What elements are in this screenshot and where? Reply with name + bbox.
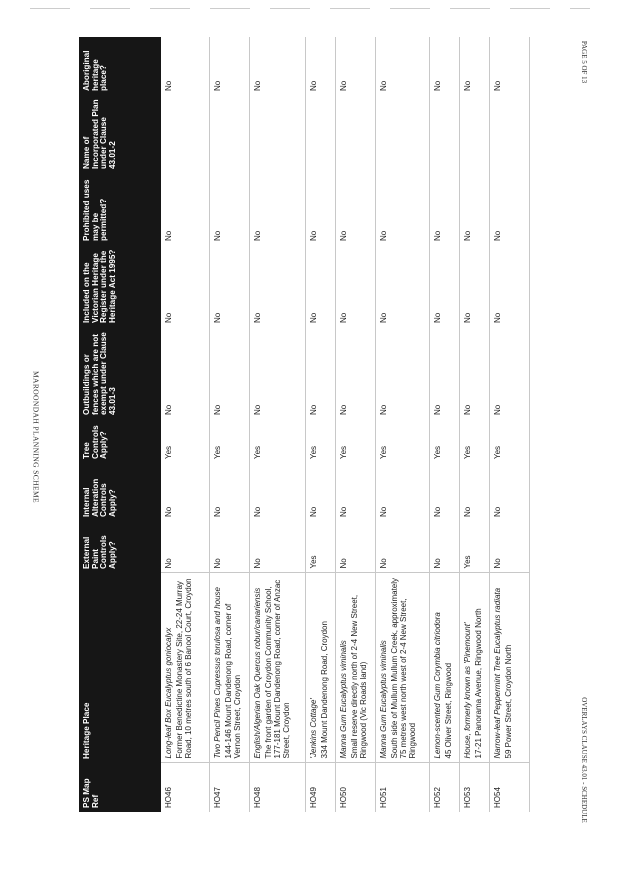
cell-incorporated-plan <box>335 95 375 173</box>
cell-victorian-heritage-register: No <box>335 245 375 327</box>
col-header-outbuildings: Outbuildings or fences which are not exempt under Clause 43.01-3 <box>79 327 161 419</box>
cell-outbuildings: No <box>459 327 489 419</box>
cell-outbuildings: No <box>489 327 529 419</box>
cell-external-paint: No <box>489 521 529 573</box>
cell-incorporated-plan <box>489 95 529 173</box>
cell-heritage-place <box>335 573 375 763</box>
heritage-place-address: Small reserve directly north of 2-4 New Street, Ringwood (Vic Roads land) <box>349 594 368 759</box>
cell-aboriginal-heritage: No <box>249 37 305 95</box>
cell-tree-controls: Yes <box>429 419 459 463</box>
heritage-place-name: Lemon-scented Gum Corymbia citriodora <box>432 612 442 759</box>
cell-tree-controls: Yes <box>489 419 529 463</box>
table-row <box>429 37 459 812</box>
cell-victorian-heritage-register: No <box>429 245 459 327</box>
cell-prohibited-uses: No <box>161 173 209 245</box>
cell-internal-alteration: No <box>375 463 429 521</box>
cell-tree-controls: Yes <box>209 419 249 463</box>
cell-heritage-place <box>429 573 459 763</box>
heritage-schedule-table <box>79 37 539 812</box>
cell-external-paint: Yes <box>305 521 335 573</box>
cell-victorian-heritage-register: No <box>249 245 305 327</box>
cell-aboriginal-heritage: No <box>161 37 209 95</box>
cell-aboriginal-heritage: No <box>335 37 375 95</box>
cell-prohibited-uses: No <box>429 173 459 245</box>
cell-ref: HO48 <box>249 763 305 812</box>
heritage-place-address: Former Benedictine Monastery Site, 22-24 Murray Road, 10 metres south of 6 Banool Court, Croydon <box>175 578 194 759</box>
heritage-place-name: Two Pencil Pines Cupressus torulosa and house <box>212 587 222 759</box>
cell-internal-alteration: No <box>209 463 249 521</box>
cell-ref: HO49 <box>305 763 335 812</box>
cell-aboriginal-heritage: No <box>489 37 529 95</box>
heritage-place-address: 334 Mount Dandenong Road, Croydon <box>319 621 329 759</box>
cell-internal-alteration: No <box>335 463 375 521</box>
cell-ref: HO51 <box>375 763 429 812</box>
cell-prohibited-uses: No <box>335 173 375 245</box>
cell-external-paint: No <box>161 521 209 573</box>
cell-victorian-heritage-register: No <box>459 245 489 327</box>
heritage-place-name: Manna Gum Eucalyptus viminalis <box>338 640 348 759</box>
heritage-place-address: 59 Power Street, Croydon North <box>503 644 513 759</box>
table-row <box>209 37 249 812</box>
col-header-plan: Name of Incorporated Plan under Clause 43.01-2 <box>79 95 161 173</box>
cell-victorian-heritage-register: No <box>375 245 429 327</box>
cell-tree-controls: Yes <box>249 419 305 463</box>
table-row <box>305 37 335 812</box>
cell-internal-alteration: No <box>489 463 529 521</box>
cell-ref: HO50 <box>335 763 375 812</box>
cell-internal-alteration: No <box>249 463 305 521</box>
cell-aboriginal-heritage: No <box>429 37 459 95</box>
cell-aboriginal-heritage: No <box>375 37 429 95</box>
col-header-paint: External Paint Controls Apply? <box>79 521 161 573</box>
heritage-place-address: South side of Mullum Mullum Creek, approximately 75 metres west north west of 2-4 New Street, Ringwood <box>389 577 418 759</box>
cell-heritage-place <box>161 573 209 763</box>
cell-prohibited-uses: No <box>249 173 305 245</box>
heritage-place-name: Manna Gum Eucalyptus viminalis <box>378 640 388 759</box>
heritage-place-name: 'Jenkins Cottage' <box>308 698 318 759</box>
table-row <box>249 37 305 812</box>
cell-incorporated-plan <box>429 95 459 173</box>
table-row <box>161 37 209 812</box>
cell-heritage-place <box>375 573 429 763</box>
cell-prohibited-uses: No <box>489 173 529 245</box>
cell-outbuildings: No <box>335 327 375 419</box>
cell-victorian-heritage-register: No <box>305 245 335 327</box>
table-header-row <box>79 37 161 812</box>
table-row <box>375 37 429 812</box>
col-header-tree: Tree Controls Apply? <box>79 419 161 463</box>
cell-victorian-heritage-register: No <box>209 245 249 327</box>
table-row <box>335 37 375 812</box>
cell-external-paint: No <box>429 521 459 573</box>
cell-ref: HO46 <box>161 763 209 812</box>
cell-incorporated-plan <box>305 95 335 173</box>
col-header-ref: PS Map Ref <box>79 763 161 812</box>
cell-heritage-place <box>249 573 305 763</box>
cell-victorian-heritage-register: No <box>161 245 209 327</box>
cell-incorporated-plan <box>249 95 305 173</box>
cell-prohibited-uses: No <box>375 173 429 245</box>
table-row <box>459 37 489 812</box>
cell-outbuildings: No <box>429 327 459 419</box>
cell-incorporated-plan <box>459 95 489 173</box>
cell-outbuildings: No <box>305 327 335 419</box>
col-header-aboriginal: Aboriginal heritage place? <box>79 37 161 95</box>
cell-incorporated-plan <box>209 95 249 173</box>
cell-external-paint: Yes <box>459 521 489 573</box>
cell-ref: HO47 <box>209 763 249 812</box>
cell-internal-alteration: No <box>305 463 335 521</box>
cell-prohibited-uses: No <box>459 173 489 245</box>
cell-heritage-place <box>459 573 489 763</box>
cell-external-paint: No <box>249 521 305 573</box>
cell-internal-alteration: No <box>459 463 489 521</box>
cell-ref: HO53 <box>459 763 489 812</box>
table-row <box>489 37 529 812</box>
cell-external-paint: No <box>209 521 249 573</box>
cell-tree-controls: Yes <box>375 419 429 463</box>
schedule-table <box>79 37 530 812</box>
cell-outbuildings: No <box>249 327 305 419</box>
scan-artifact-line <box>30 8 590 9</box>
heritage-place-name: Narrow-leaf Peppermint Tree Eucalyptus radiata <box>492 587 502 759</box>
cell-aboriginal-heritage: No <box>459 37 489 95</box>
cell-prohibited-uses: No <box>305 173 335 245</box>
heritage-place-address: 17-21 Panorama Avenue, Ringwood North <box>473 608 483 759</box>
cell-heritage-place <box>305 573 335 763</box>
heritage-place-name: English/Algerian Oak Quercus robur/canariensis <box>252 587 262 759</box>
heritage-place-address: 45 Oliver Street, Ringwood <box>443 662 453 759</box>
cell-outbuildings: No <box>161 327 209 419</box>
cell-prohibited-uses: No <box>209 173 249 245</box>
cell-external-paint: No <box>375 521 429 573</box>
cell-aboriginal-heritage: No <box>305 37 335 95</box>
cell-incorporated-plan <box>161 95 209 173</box>
footer-clause: OVERLAYS CLAUSE 43.01 - SCHEDULE <box>580 697 588 823</box>
cell-internal-alteration: No <box>161 463 209 521</box>
col-header-internal: Internal Alteration Controls Apply? <box>79 463 161 521</box>
cell-tree-controls: Yes <box>305 419 335 463</box>
cell-heritage-place <box>489 573 529 763</box>
cell-aboriginal-heritage: No <box>209 37 249 95</box>
cell-internal-alteration: No <box>429 463 459 521</box>
heritage-place-name: House, formerly known as 'Pinemount' <box>462 622 472 759</box>
col-header-place: Heritage Place <box>79 573 161 763</box>
cell-victorian-heritage-register: No <box>489 245 529 327</box>
document-header: MAROONDAH PLANNING SCHEME <box>31 370 41 504</box>
cell-ref: HO52 <box>429 763 459 812</box>
heritage-place-address: 144-146 Mount Dandenong Road, corner of Vernon Street, Croydon <box>223 603 242 759</box>
cell-ref: HO54 <box>489 763 529 812</box>
cell-outbuildings: No <box>375 327 429 419</box>
cell-incorporated-plan <box>375 95 429 173</box>
heritage-place-name: Long-leaf Box Eucalyptus goniocalyx <box>164 627 173 759</box>
cell-tree-controls: Yes <box>459 419 489 463</box>
heritage-place-address: The front garden of Croydon Community School, 177-181 Mount Dandenong Road, corner of Anzac Street, Croydon <box>263 579 292 759</box>
col-header-prohibited: Prohibited uses may be permitted? <box>79 173 161 245</box>
cell-outbuildings: No <box>209 327 249 419</box>
cell-external-paint: No <box>335 521 375 573</box>
cell-tree-controls: Yes <box>161 419 209 463</box>
col-header-vhr: Included on the Victorian Heritage Register under the Heritage Act 1995? <box>79 245 161 327</box>
cell-heritage-place <box>209 573 249 763</box>
cell-tree-controls: Yes <box>335 419 375 463</box>
footer-page-number: PAGE 5 OF 13 <box>580 40 588 84</box>
